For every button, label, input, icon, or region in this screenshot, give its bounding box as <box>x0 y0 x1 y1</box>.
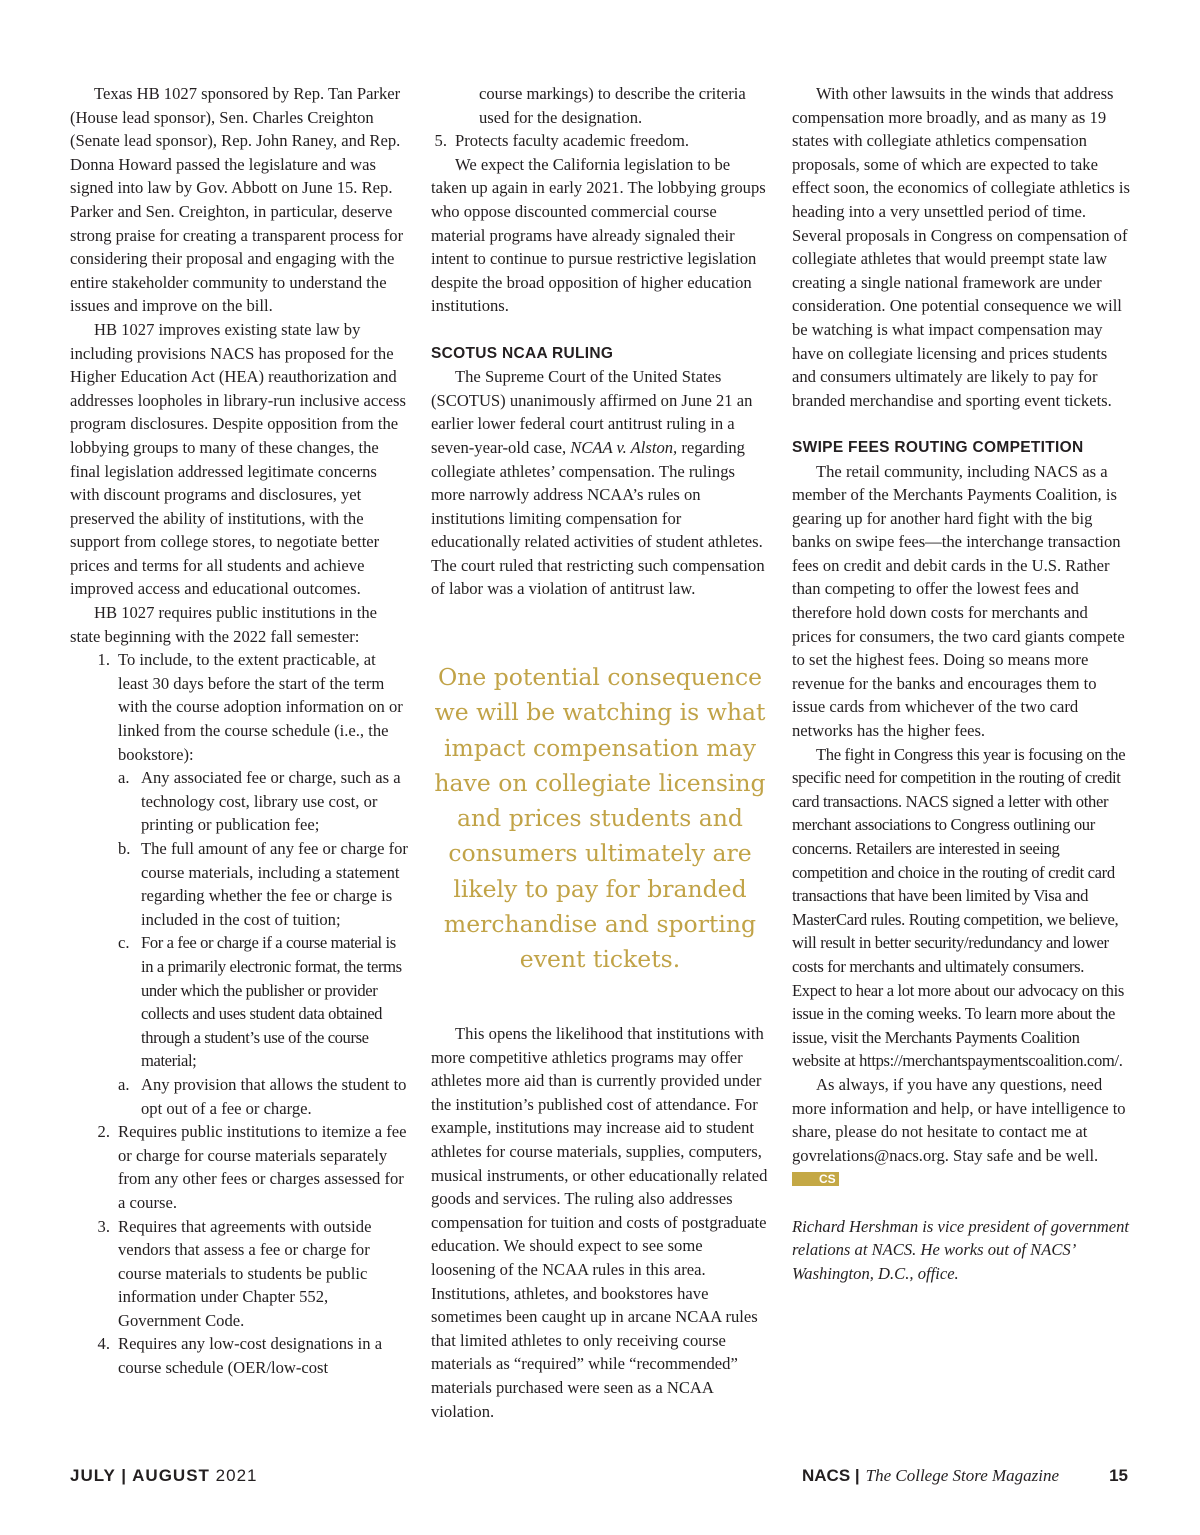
issue-year: 2021 <box>215 1466 258 1485</box>
column-1 <box>70 82 408 1380</box>
author-byline: Richard Hershman is vice president of government relations at NACS. He works out of NACS’ Washington, D.C., office. <box>792 1216 1130 1283</box>
paragraph-text: As always, if you have any questions, need more information and help, or have intelligence to share, please do not hesitate to contact me at govrelations@nacs.org. Stay safe and be well. <box>792 1074 1126 1165</box>
list-number: 2. <box>97 1122 110 1142</box>
list-item <box>70 1332 408 1379</box>
column-2-lower <box>431 1022 769 1423</box>
paragraph-hb1027-improves: HB 1027 improves existing state law by including provisions NACS has proposed for the Higher Education Act (HEA) reauthorization and addresses loopholes in library-run inclusive access program disclosures. Despite opposition from the lobbying groups to many of these changes, the final legislation addressed legitimate concerns with discount programs and disclosures, yet preserved the ability of institutions, with the support from college stores, to negotiate better prices and terms for all students and achieve improved access and educational outcomes. <box>70 319 406 599</box>
sub-list-item <box>118 931 408 1073</box>
magazine-title: The College Store Magazine <box>865 1466 1060 1485</box>
issue-date <box>70 1466 258 1486</box>
paragraph-closing <box>792 1073 1130 1191</box>
page-number: 15 <box>1109 1466 1128 1485</box>
list-item-text: Requires any low-cost designations in a course schedule (OER/low-cost <box>118 1334 383 1378</box>
sub-list-item <box>118 766 408 837</box>
list-item <box>70 1215 408 1333</box>
paragraph-retail-community: The retail community, including NACS as a member of the Merchants Payments Coalition, is gearing up for another hard fight with the big banks on swipe fees—the interchange transaction fees on credit and debit cards in the U.S. Rather than competing to offer the lowest fees and therefore hold down costs for merchants and prices for consumers, the two card giants compete to set the highest fees. Doing so means more revenue for the banks and encourages them to issue cards from whichever of the two card networks has the higher fees. <box>792 461 1125 741</box>
sub-list-letter: a. <box>118 1074 130 1094</box>
publication-footer <box>802 1466 1128 1486</box>
paragraph-hb1027-intro: Texas HB 1027 sponsored by Rep. Tan Parker (House lead sponsor), Sen. Charles Creighton (Senate lead sponsor), Rep. John Raney, and Rep. Donna Howard passed the legislature and was signed into law by Gov. Abbott on June 15. Rep. Parker and Sen. Creighton, in particular, deserve strong praise for creating a transparent process for considering their proposal and engaging with the entire stakeholder community to understand the issues and improve on the bill. <box>70 84 404 316</box>
list-number: 3. <box>97 1216 110 1236</box>
case-name: NCAA v. Alston, <box>570 437 678 457</box>
paragraph-lawsuits: With other lawsuits in the winds that address compensation more broadly, and as many as 19 states with collegiate athletics compensation proposals, some of which are expected to take effect soon, the economics of collegiate athletics is heading into a very unsettled period of time. Several proposals in Congress on compensation of collegiate athletes that would preempt state law creating a single national framework are under consideration. One potential consequence we will be watching is what impact compensation may have on collegiate licensing and prices students and consumers ultimately are likely to pay for branded merchandise and sporting event tickets. <box>792 84 1130 410</box>
paragraph-congress-fight: The fight in Congress this year is focusing on the specific need for competition in the routing of credit card transactions. NACS signed a letter with other merchant associations to Congress outlining our concerns. Retailers are interested in seeing competition and choice in the routing of credit card transactions that have been limited by Visa and MasterCard rules. Routing competition, we believe, will result in better security/redundancy and lower costs for merchants and ultimately consumers. Expect to hear a lot more about our advocacy on this issue in the coming weeks. To learn more about the issue, visit the Merchants Payments Coalition website at https://merchantspaymentscoalition.com/. <box>792 744 1126 1071</box>
section-heading-swipe-fees: SWIPE FEES ROUTING COMPETITION <box>792 438 1084 456</box>
paragraph-text: regarding collegiate athletes’ compensation. The rulings more narrowly address NCAA’s rules on institutions limiting compensation for educationally related activities of student athletes. The court ruled that restricting such compensation of labor was a violation of antitrust law. <box>431 437 765 599</box>
list-item-text: course markings) to describe the criteria used for the designation. <box>479 84 746 127</box>
sub-list-text: Any associated fee or charge, such as a technology cost, library use cost, or printing or publication fee; <box>141 768 401 835</box>
list-item-text: Requires public institutions to itemize a fee or charge for course materials separately from any other fees or charges assessed for a course. <box>118 1122 407 1212</box>
list-number: 1. <box>97 650 110 670</box>
paragraph-hb1027-requires: HB 1027 requires public institutions in the state beginning with the 2022 fall semester: <box>70 603 377 646</box>
list-item-text: Requires that agreements with outside vendors that assess a fee or charge for course materials to students be public information under Chapter 552, Government Code. <box>118 1216 372 1330</box>
publisher-name: NACS | <box>801 1466 860 1485</box>
list-item <box>407 129 769 153</box>
list-number: 5. <box>434 131 447 151</box>
paragraph-text: The Supreme Court of the United States (SCOTUS) unanimously affirmed on June 21 an earlier lower federal court antitrust ruling in a seven-year-old case, <box>431 367 753 457</box>
column-3 <box>792 82 1130 1285</box>
issue-months: JULY | AUGUST <box>70 1466 210 1485</box>
sub-list-item <box>118 1073 408 1120</box>
list-item-text: To include, to the extent practicable, at least 30 days before the start of the term with the course adoption information on or linked from the course schedule (i.e., the bookstore): <box>118 650 403 764</box>
list-number: 4. <box>97 1334 110 1354</box>
paragraph-likelihood: This opens the likelihood that institutions with more competitive athletics programs may offer athletes more aid than is currently provided under the institution’s published cost of attendance. For example, institutions may increase aid to student athletes for course materials, supplies, computers, musical instruments, or other educationally related goods and services. The ruling also addresses compensation for tuition and costs of postgraduate education. We should expect to see some loosening of the NCAA rules in this area. Institutions, athletes, and bookstores have sometimes been caught up in arcane NCAA rules that limited athletes to only receiving course materials as “required” while “recommended” materials purchased were seen as a NCAA violation. <box>431 1024 768 1421</box>
sub-list-letter: b. <box>118 839 131 858</box>
list-item <box>70 648 408 766</box>
end-mark-badge: CS <box>792 1172 839 1186</box>
requirements-list <box>70 648 408 1379</box>
sub-list-text: The full amount of any fee or charge for course materials, including a statement regarding whether the fee or charge is included in the cost of tuition; <box>141 839 408 929</box>
sub-list-letter: c. <box>118 933 130 953</box>
pull-quote: One potential consequence we will be watching is what impact compensation may have on collegiate licensing and prices students and consumers ultimately are likely to pay for branded merchandise and sporting event tickets. <box>434 663 766 974</box>
sub-list-text: Any provision that allows the student to opt out of a fee or charge. <box>141 1074 407 1118</box>
sub-list-item <box>118 837 408 931</box>
list-item-text: Protects faculty academic freedom. <box>455 131 690 151</box>
paragraph-california: We expect the California legislation to be taken up again in early 2021. The lobbying groups who oppose discounted commercial course material programs have already signaled their intent to continue to pursue restrictive legislation despite the broad opposition of higher education institutions. <box>431 154 766 316</box>
sub-list-text: For a fee or charge if a course material is in a primarily electronic format, the terms under which the publisher or provider collects and uses student data obtained through a student’s use of the course material; <box>141 933 402 1071</box>
column-2 <box>431 82 769 601</box>
sub-list-letter: a. <box>118 768 130 788</box>
list-item <box>70 1120 408 1214</box>
paragraph-scotus <box>431 365 769 601</box>
section-heading-scotus: SCOTUS NCAA RULING <box>431 344 614 362</box>
list-item-continued <box>431 82 769 129</box>
